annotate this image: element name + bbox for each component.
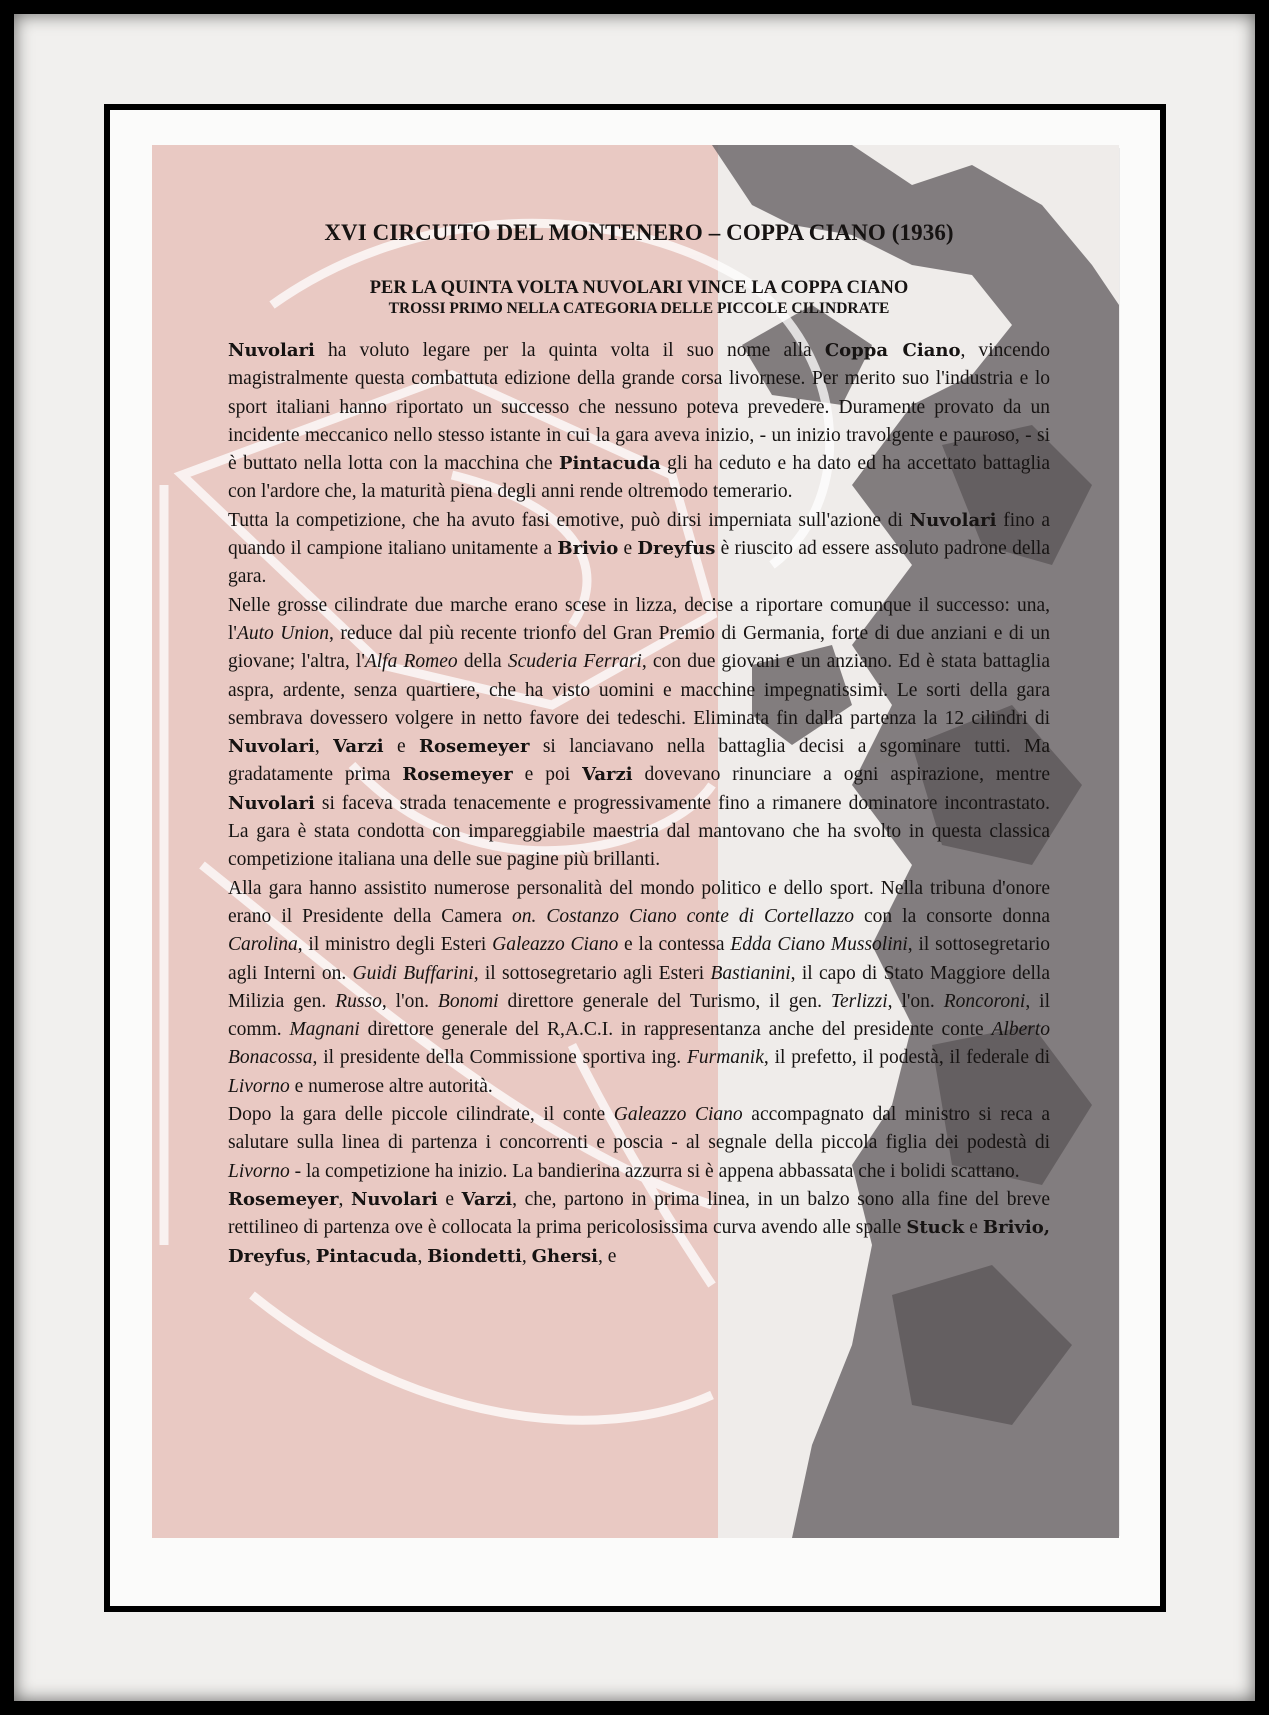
name-bold: Nuvolari: [350, 1188, 438, 1210]
name-italic: Roncoroni: [943, 990, 1026, 1012]
document-page: [152, 145, 1119, 1538]
name-italic: Magnani: [289, 1019, 360, 1041]
name-bold: Brivio, Dreyfus: [228, 1217, 1051, 1267]
name-bold: Nuvolari: [228, 736, 315, 758]
paragraph-3: Nelle grosse cilindrate due marche erano scese in lizza, decise a riportare comunque il successo: una, l'Auto Union, reduce dal più recente trionfo del Gran Premio di Germania, forte di due anziani e di un giovane; l'altra, l'Alfa Romeo della Scuderia Ferrari, con due giovani e un anziano. Ed è stata battaglia aspra, ardente, senza quartiere, che ha visto uomini e macchine impegnatissimi. Le sorti della gara sembrava dovessero volgere in netto favore dei tedeschi. Eliminata fin dalla partenza la 12 cilindri di Nuvolari, Varzi e Rosemeyer si lanciavano nella battaglia decisi a sgominare tutti. Ma gradatamente prima Rosemeyer e poi Varzi dovevano rinunciare a ogni aspirazione, mentre Nuvolari si faceva strada tenacemente e progressivamente fino a rimanere dominatore incontrastato. La gara è stata condotta con impareggiabile maestria dal mantovano che ha svolto in questa classica competizione italiana una delle sue pagine più brillanti.: [228, 594, 1051, 871]
name-bold: Varzi: [461, 1188, 513, 1210]
name-bold: Pintacuda: [315, 1245, 418, 1267]
article: [228, 220, 1050, 1271]
name-italic: Furmanik: [686, 1047, 764, 1069]
name-italic: Carolina: [228, 934, 298, 956]
name-bold: Rosemeyer: [402, 764, 513, 786]
name-bold: Ghersi: [531, 1245, 598, 1267]
name-italic: on. Costanzo Ciano conte di Cortellazzo: [511, 905, 854, 927]
name-bold: Varzi: [333, 736, 384, 758]
name-italic: Alfa Romeo: [364, 651, 458, 673]
name-italic: Bonomi: [437, 990, 499, 1012]
name-italic: Galeazzo Ciano: [613, 1104, 743, 1126]
name-italic: Edda Ciano Mussolini: [730, 934, 908, 956]
name-italic: Livorno: [228, 1160, 290, 1182]
article-subheadline: TROSSI PRIMO NELLA CATEGORIA DELLE PICCOLE CILINDRATE: [388, 300, 890, 317]
name-italic: Bastianini: [710, 962, 791, 984]
article-title: XVI CIRCUITO DEL MONTENERO – COPPA CIANO (1936): [324, 220, 954, 245]
name-bold: Rosemeyer: [228, 1188, 339, 1210]
name-bold: Pintacuda: [558, 453, 661, 475]
name-bold: Biondetti: [427, 1245, 522, 1267]
name-bold: Dreyfus: [637, 538, 716, 560]
name-bold: Rosemeyer: [419, 736, 530, 758]
paragraph-1: Nuvolari ha voluto legare per la quinta volta il suo nome alla Coppa Ciano, vincendo magistralmente questa combattuta edizione della grande corsa livornese. Per merito suo l'industria e lo sport italiani hanno riportato un successo che nessuno poteva prevedere. Duramente provato da un incidente meccanico nello stesso istante in cui la gara aveva inizio, - un inizio travolgente e pauroso, - si è buttato nella lotta con la macchina che Pintacuda gli ha ceduto e ha dato ed ha accettato battaglia con l'ardore che, la maturità piena degli anni rende oltremodo temerario.: [228, 340, 1050, 503]
paragraph-2: Tutta la competizione, che ha avuto fasi emotive, può dirsi imperniata sull'azione di Nuvolari fino a quando il campione italiano unitamente a Brivio e Dreyfus è riuscito ad essere assoluto padrone della gara.: [228, 509, 1050, 588]
name-bold: Stuck: [906, 1217, 965, 1239]
paragraph-4: Alla gara hanno assistito numerose personalità del mondo politico e dello sport. Nella tribuna d'onore erano il Presidente della Camera on. Costanzo Ciano conte di Cortellazzo con la consorte donna Carolina, il ministro degli Esteri Galeazzo Ciano e la contessa Edda Ciano Mussolini, il sottosegretario agli Interni on. Guidi Buffarini, il sottosegretario agli Esteri Bastianini, il capo di Stato Maggiore della Milizia gen. Russo, l'on. Bonomi direttore generale del Turismo, il gen. Terlizzi, l'on. Roncoroni, il comm. Magnani direttore generale del R,A.C.I. in rappresentanza anche del presidente conte Alberto Bonacossa, il presidente della Commissione sportiva ing. Furmanik, il prefetto, il podestà, il federale di Livorno e numerose altre autorità.: [228, 877, 1051, 1097]
name-italic: Auto Union: [236, 622, 330, 644]
paragraph-6: Rosemeyer, Nuvolari e Varzi, che, partono in prima linea, in un balzo sono alla fine del breve rettilineo di partenza ove è collocata la prima pericolosissima curva avendo alle spalle Stuck e Brivio, Dreyfus, Pintacuda, Biondetti, Ghersi, e: [228, 1188, 1051, 1267]
name-bold: Nuvolari: [228, 792, 315, 814]
name-bold: Nuvolari: [228, 340, 315, 361]
name-italic: Guidi Buffarini: [352, 962, 474, 984]
name-bold: Nuvolari: [909, 509, 997, 531]
name-bold: Varzi: [582, 764, 633, 786]
name-italic: Terlizzi: [830, 990, 888, 1012]
article-headline: PER LA QUINTA VOLTA NUVOLARI VINCE LA COPPA CIANO: [369, 278, 909, 298]
article-body: [228, 337, 1050, 1271]
name-bold: Coppa Ciano: [824, 340, 961, 361]
name-italic: Livorno: [228, 1075, 290, 1097]
name-italic: Alberto Bonacossa: [228, 1019, 1051, 1069]
name-italic: Galeazzo Ciano: [492, 934, 619, 956]
name-italic: Russo: [335, 990, 382, 1012]
paragraph-5: Dopo la gara delle piccole cilindrate, il conte Galeazzo Ciano accompagnato dal ministro si reca a salutare sulla linea di partenza i concorrenti e poscia - al segnale della piccola figlia dei podestà di Livorno - la competizione ha inizio. La bandierina azzurra si è appena abbassata che i bolidi scattano.: [228, 1104, 1050, 1182]
name-italic: Scuderia Ferrari: [507, 651, 642, 673]
name-bold: Brivio: [557, 538, 619, 560]
